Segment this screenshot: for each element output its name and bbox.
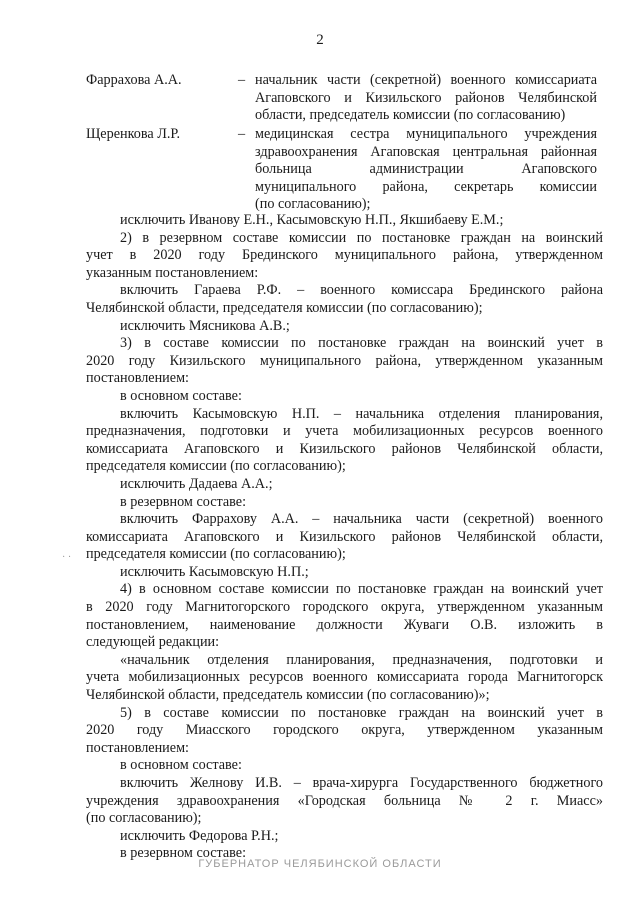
paragraph-line: 5) в составе комиссии по постановке граждан на воинский учет в (120, 704, 603, 721)
paragraph-line: учета мобилизационных ресурсов военного комиссариата города Магнитогорск (86, 669, 603, 686)
paragraph-line: исключить Федорова Р.Н.; (120, 827, 279, 844)
paragraph-line: «начальник отделения планирования, предназначения, подготовки и (120, 651, 603, 668)
paragraph (86, 230, 603, 283)
paragraph (86, 494, 603, 512)
paragraph (86, 318, 603, 336)
paragraph (86, 564, 603, 582)
member-name: Фаррахова А.А. (86, 72, 182, 88)
paragraph (86, 476, 603, 494)
paragraph (86, 652, 603, 705)
paragraph-line: включить Касымовскую Н.П. – начальника отделения планирования, (120, 405, 603, 422)
governor-stamp: ГУБЕРНАТОР ЧЕЛЯБИНСКОЙ ОБЛАСТИ (198, 858, 442, 870)
paragraph-line: учреждения здравоохранения «Городская больница № 2 г. Миасс» (86, 792, 603, 809)
paragraph (86, 581, 603, 651)
paragraph-line: 3) в составе комиссии по постановке граждан на воинский учет в (120, 335, 603, 352)
paragraph (86, 335, 603, 388)
paragraph-line: исключить Касымовскую Н.П.; (120, 563, 309, 580)
paragraph-line: в 2020 году Магнитогорского городского округа, утвержденном указанным (86, 599, 603, 616)
paragraph (86, 775, 603, 828)
paragraph-line: в основном составе: (120, 387, 242, 404)
paragraph-line: предназначения, подготовки и учета мобилизационных ресурсов военного (86, 423, 603, 440)
page-number: 2 (316, 32, 324, 48)
paragraph (86, 828, 603, 846)
paragraph-line: 4) в основном составе комиссии по постановке граждан на воинский учет (120, 581, 603, 598)
member-name: Щеренкова Л.Р. (86, 126, 181, 142)
paragraph-line: 2020 году Кизильского муниципального района, утвержденном указанным (86, 352, 603, 369)
paragraph-line: председателя комиссии (по согласованию); (86, 546, 346, 563)
paragraph-line: (по согласованию); (86, 810, 202, 827)
paragraph (86, 212, 603, 230)
paragraph-line: в резервном составе: (120, 493, 247, 510)
paragraph-line: Челябинской области, председатель комиссии (по согласованию)»; (86, 687, 490, 704)
role-line: больница администрации Агаповского (255, 161, 597, 178)
paragraph-line: комиссариата Агаповского и Кизильского районов Челябинской области, (86, 440, 603, 457)
paragraph-line: комиссариата Агаповского и Кизильского районов Челябинской области, (86, 528, 603, 545)
paragraph (86, 757, 603, 775)
paragraph-line: 2020 году Миасского городского округа, утвержденном указанным (86, 722, 603, 739)
member-role (255, 126, 597, 214)
member-role (255, 72, 597, 125)
paragraph (86, 511, 603, 564)
paragraph (86, 705, 603, 758)
paragraph-line: включить Желнову И.В. – врача-хирурга Государственного бюджетного (120, 775, 603, 791)
paragraph (86, 406, 603, 476)
paragraph-line: учет в 2020 году Брединского муниципального района, утвержденном (86, 247, 603, 264)
paragraph-line: постановлением: (86, 370, 189, 387)
paragraph-line: включить Фаррахову А.А. – начальника части (секретной) военного (120, 511, 603, 528)
paragraph-line: Челябинской области, председателя комиссии (по согласованию); (86, 299, 483, 316)
role-line: Агаповского и Кизильского районов Челябинской (255, 89, 597, 106)
role-line: области, председатель комиссии (по согласованию) (255, 107, 566, 124)
paragraph (86, 388, 603, 406)
role-line: муниципального района, секретарь комиссии (255, 178, 597, 195)
role-line: медицинская сестра муниципального учреждения (255, 126, 597, 142)
paragraph-line: исключить Иванову Е.Н., Касымовскую Н.П., Якшибаеву Е.М.; (120, 212, 504, 228)
paragraph-line: 2) в резервном составе комиссии по постановке граждан на воинский (120, 229, 603, 246)
margin-marks: · · (62, 552, 72, 563)
paragraph-line: в резервном составе: (120, 845, 247, 862)
paragraph-line: в основном составе: (120, 757, 242, 774)
paragraph-line: исключить Дадаева А.А.; (120, 475, 273, 492)
role-line: здравоохранения Агаповская центральная районная (255, 143, 597, 160)
paragraph-line: исключить Мясникова А.В.; (120, 317, 290, 334)
member-dash: – (238, 72, 246, 88)
document-body (86, 212, 603, 863)
paragraph-line: включить Гараева Р.Ф. – военного комиссара Брединского района (120, 282, 603, 299)
paragraph-line: следующей редакции: (86, 634, 220, 651)
paragraph-line: постановлением, наименование должности Жуваги О.В. изложить в (86, 616, 603, 633)
role-line: (по согласованию); (255, 196, 371, 213)
paragraph-line: председателя комиссии (по согласованию); (86, 458, 346, 475)
role-line: начальник части (секретной) военного комиссариата (255, 72, 597, 88)
paragraph (86, 282, 603, 317)
paragraph-line: указанным постановлением: (86, 264, 259, 281)
member-dash: – (238, 126, 246, 142)
paragraph-line: постановлением: (86, 739, 189, 756)
